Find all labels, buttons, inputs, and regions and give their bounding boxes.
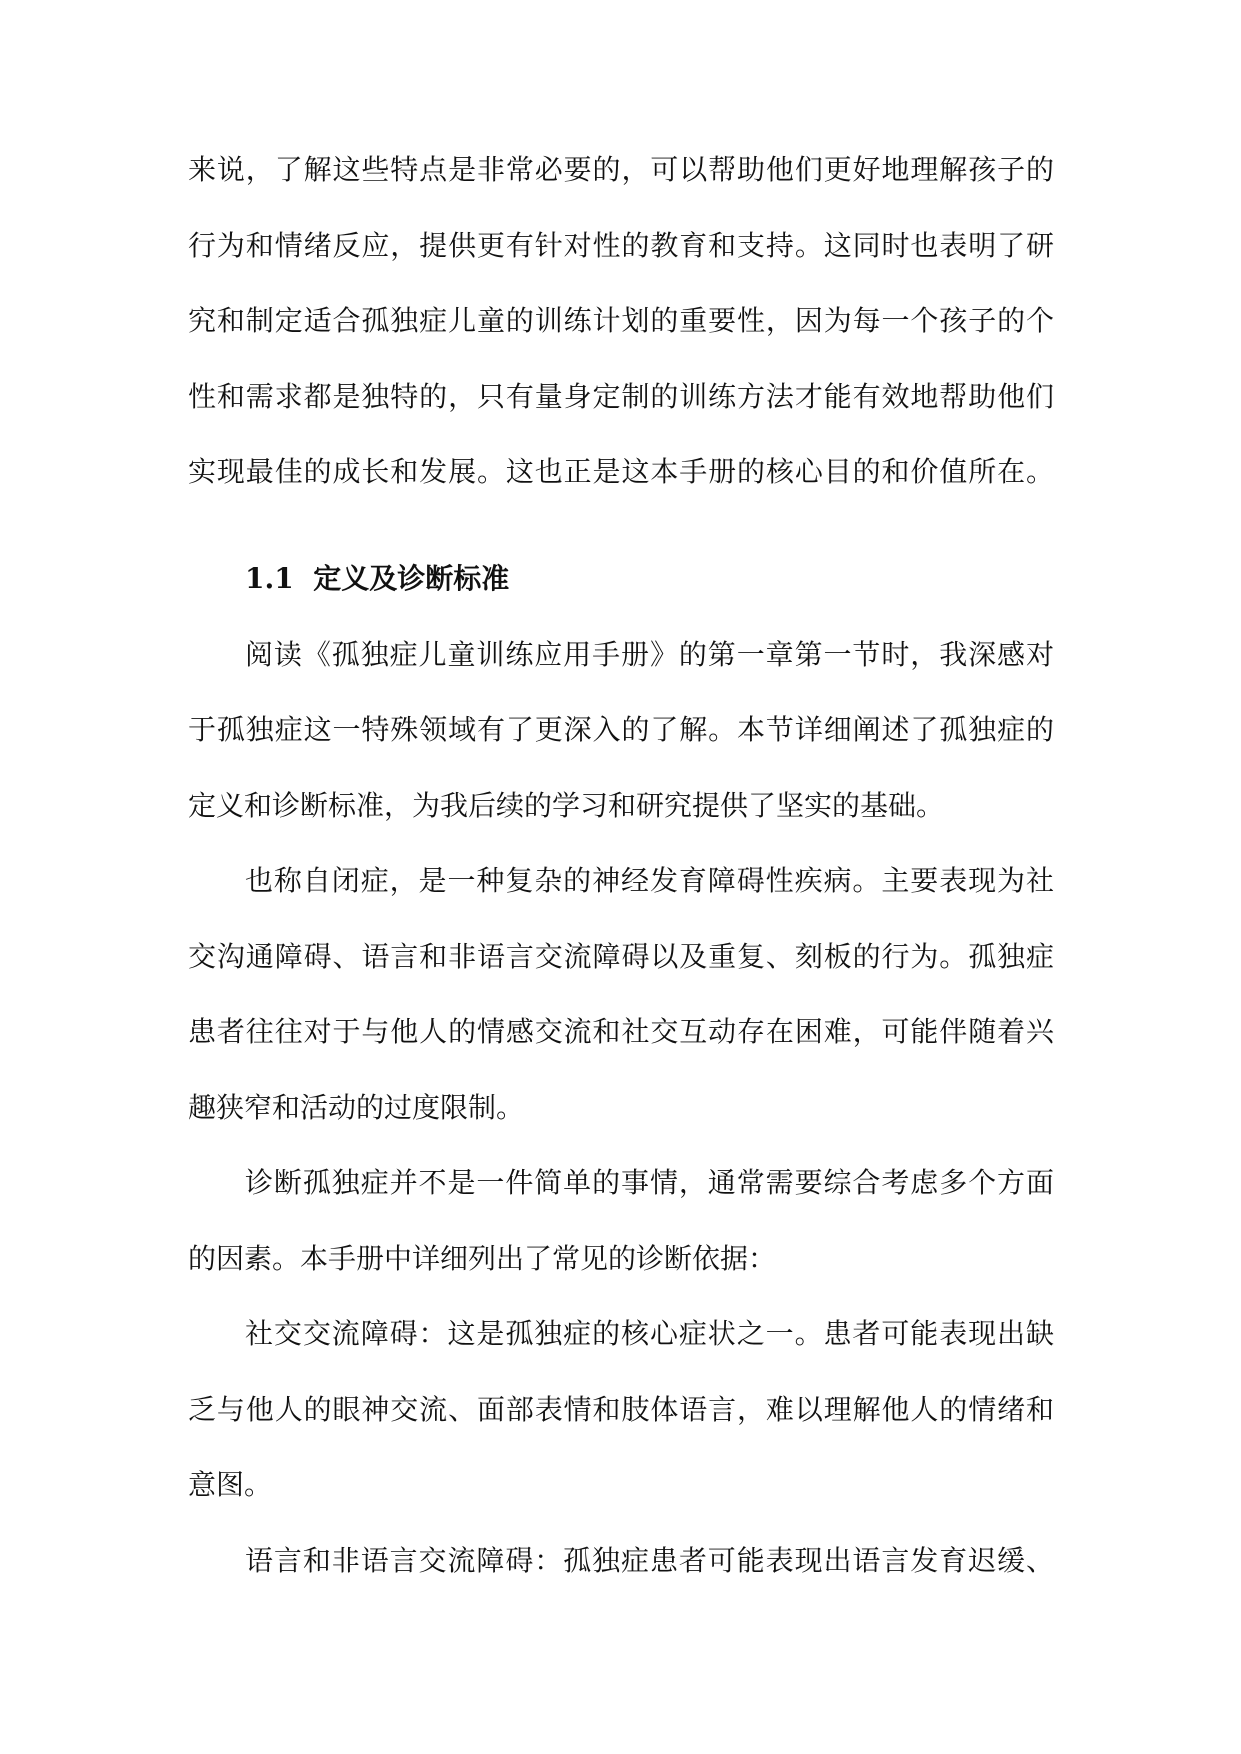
text-line: 社交交流障碍：这是孤独症的核心症状之一。患者可能表现出缺 <box>245 1317 1054 1350</box>
paragraph <box>188 1523 1054 1599</box>
paragraph <box>188 1296 1054 1523</box>
text-line: 患者往往对于与他人的情感交流和社交互动存在困难，可能伴随着兴 <box>188 1015 1054 1048</box>
text-line: 语言和非语言交流障碍：孤独症患者可能表现出语言发育迟缓、 <box>245 1543 1054 1577</box>
text-line: 究和制定适合孤独症儿童的训练计划的重要性，因为每一个孩子的个 <box>188 304 1054 337</box>
text-line: 阅读《孤独症儿童训练应用手册》的第一章第一节时，我深感对 <box>245 637 1054 671</box>
paragraph <box>188 617 1054 844</box>
text-line: 意图。 <box>188 1468 273 1501</box>
text-line: 交沟通障碍、语言和非语言交流障碍以及重复、刻板的行为。孤独症 <box>188 939 1054 973</box>
text-line: 定义和诊断标准，为我后续的学习和研究提供了坚实的基础。 <box>188 788 945 822</box>
text-line: 实现最佳的成长和发展。这也正是这本手册的核心目的和价值所在。 <box>188 455 1054 488</box>
text-line: 来说，了解这些特点是非常必要的，可以帮助他们更好地理解孩子的 <box>188 153 1054 186</box>
text-line: 乏与他人的眼神交流、面部表情和肢体语言，难以理解他人的情绪和 <box>188 1392 1054 1426</box>
page-body <box>188 132 1054 1598</box>
text-line: 于孤独症这一特殊领域有了更深入的了解。本节详细阐述了孤独症的 <box>188 713 1054 746</box>
text-line: 也称自闭症，是一种复杂的神经发育障碍性疾病。主要表现为社 <box>245 864 1054 897</box>
text-line: 的因素。本手册中详细列出了常见的诊断依据： <box>188 1241 777 1275</box>
paragraph <box>188 1145 1054 1296</box>
text-line: 性和需求都是独特的，只有量身定制的训练方法才能有效地帮助他们 <box>188 379 1054 413</box>
text-line: 趣狭窄和活动的过度限制。 <box>188 1090 525 1124</box>
paragraph <box>188 843 1054 1145</box>
section-heading: 1.1 定义及诊断标准 <box>245 562 510 595</box>
text-line: 诊断孤独症并不是一件简单的事情，通常需要综合考虑多个方面 <box>245 1166 1054 1199</box>
intro-paragraph <box>188 132 1054 510</box>
text-line: 行为和情绪反应，提供更有针对性的教育和支持。这同时也表明了研 <box>188 228 1054 262</box>
